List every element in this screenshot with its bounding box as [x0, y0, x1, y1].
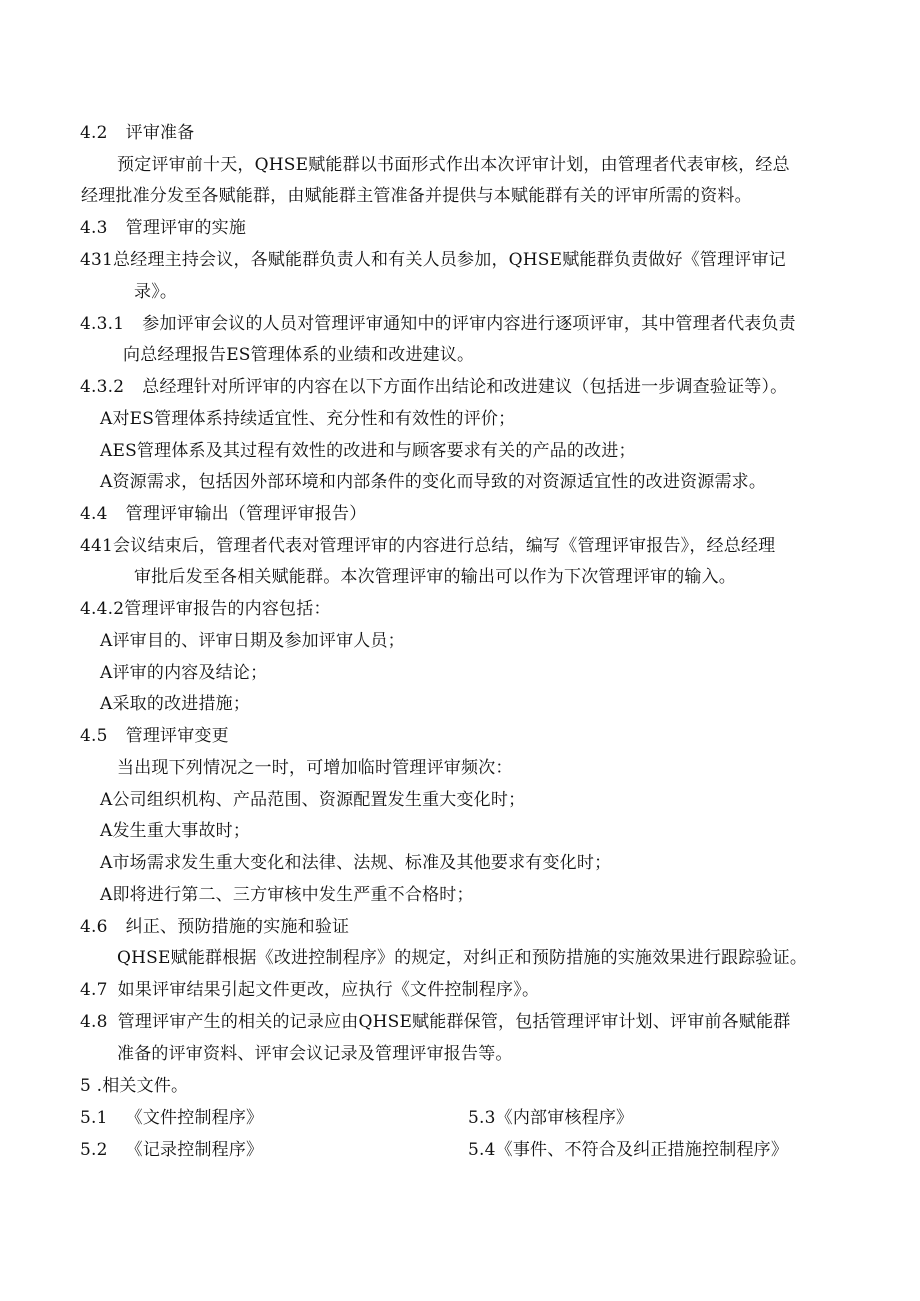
item-4-3-2: [80, 376, 787, 398]
section-title: 纠正、预防措施的实施和验证: [125, 917, 350, 937]
bullet-item: A市场需求发生重大变化和法律、法规、标准及其他要求有变化时；: [100, 853, 612, 873]
bullet-item: A采取的改进措施；: [100, 694, 251, 714]
item-4-7: [80, 979, 539, 1001]
bullet-item: A资源需求，包括因外部环境和内部条件的变化而导致的对资源适宜性的改进资源需求。: [100, 472, 767, 492]
section-number: 4.4: [80, 504, 108, 524]
section-title: 管理评审输出（管理评审报告）: [125, 504, 367, 524]
reference-title: 《内部审核程序》: [495, 1108, 634, 1128]
bullet-item: A即将进行第二、三方审核中发生严重不合格时；: [100, 885, 474, 905]
heading-4-6: [80, 916, 349, 938]
item-4-3-1-line1: [80, 313, 796, 335]
reference-item: [80, 1107, 263, 1129]
heading-4-5: [80, 725, 229, 747]
paragraph-4-2-line2: 经理批准分发至各赋能群，由赋能群主管准备并提供与本赋能群有关的评审所需的资料。: [81, 186, 752, 206]
heading-5: 5 .相关文件。: [80, 1076, 189, 1096]
bullet-item: A评审目的、评审日期及参加评审人员；: [100, 631, 405, 651]
reference-title: 《事件、不符合及纠正措施控制程序》: [495, 1140, 789, 1160]
section-number: 4.5: [80, 726, 108, 746]
item-text: 参加评审会议的人员对管理评审通知中的评审内容进行逐项评审，其中管理者代表负责: [142, 314, 796, 334]
section-number: 4.8: [80, 1012, 108, 1032]
reference-number: 5.1: [80, 1108, 108, 1128]
reference-number: 5.2: [80, 1140, 108, 1160]
item-4-8-line2: 准备的评审资料、评审会议记录及管理评审报告等。: [117, 1044, 513, 1064]
reference-number: 5.4: [468, 1140, 496, 1160]
item-431-line1: 431总经理主持会议，各赋能群负责人和有关人员参加，QHSE赋能群负责做好《管理评审记: [80, 250, 786, 270]
section-title: 评审准备: [125, 123, 195, 143]
reference-title: 《文件控制程序》: [125, 1108, 264, 1128]
bullet-item: AES管理体系及其过程有效性的改进和与顾客要求有关的产品的改进；: [100, 441, 636, 461]
reference-item: [468, 1107, 633, 1129]
paragraph-4-6: QHSE赋能群根据《改进控制程序》的规定，对纠正和预防措施的实施效果进行跟踪验证。: [117, 948, 808, 968]
item-text: 如果评审结果引起文件更改，应执行《文件控制程序》。: [117, 980, 540, 1000]
bullet-item: A对ES管理体系持续适宜性、充分性和有效性的评价；: [100, 409, 516, 429]
bullet-item: A评审的内容及结论；: [100, 663, 268, 683]
section-number: 4.3: [80, 218, 108, 238]
item-441-line2: 审批后发至各相关赋能群。本次管理评审的输出可以作为下次管理评审的输入。: [134, 567, 736, 587]
heading-4-4: [80, 503, 366, 525]
item-text: 管理评审产生的相关的记录应由QHSE赋能群保管，包括管理评审计划、评审前各赋能群: [117, 1012, 791, 1032]
bullet-item: A公司组织机构、产品范围、资源配置发生重大变化时；: [100, 790, 526, 810]
heading-4-3: [80, 217, 246, 239]
reference-item: [468, 1139, 788, 1161]
item-text: 总经理针对所评审的内容在以下方面作出结论和改进建议（包括进一步调查验证等）。: [142, 377, 788, 397]
section-number: 4.7: [80, 980, 108, 1000]
item-4-8-line1: [80, 1011, 790, 1033]
item-number: 4.3.1: [80, 314, 125, 334]
item-431-line2: 录》。: [134, 282, 178, 302]
item-number: 4.3.2: [80, 377, 125, 397]
paragraph-4-5-intro: 当出现下列情况之一时，可增加临时管理评审频次：: [117, 758, 513, 778]
bullet-item: A发生重大事故时；: [100, 821, 251, 841]
section-title: 管理评审的实施: [125, 218, 247, 238]
item-441-line1: 441会议结束后，管理者代表对管理评审的内容进行总结，编写《管理评审报告》，经总经理: [80, 536, 776, 556]
item-4-3-1-line2: 向总经理报告ES管理体系的业绩和改进建议。: [123, 345, 475, 365]
reference-number: 5.3: [468, 1108, 496, 1128]
section-number: 4.2: [80, 123, 108, 143]
section-number: 4.6: [80, 917, 108, 937]
section-title: 管理评审变更: [125, 726, 229, 746]
paragraph-4-2-line1: 预定评审前十天，QHSE赋能群以书面形式作出本次评审计划，由管理者代表审核，经总: [117, 155, 790, 175]
heading-4-2: [80, 122, 194, 144]
reference-item: [80, 1139, 263, 1161]
reference-title: 《记录控制程序》: [125, 1140, 264, 1160]
item-4-4-2: 4.4.2管理评审报告的内容包括：: [80, 599, 331, 619]
